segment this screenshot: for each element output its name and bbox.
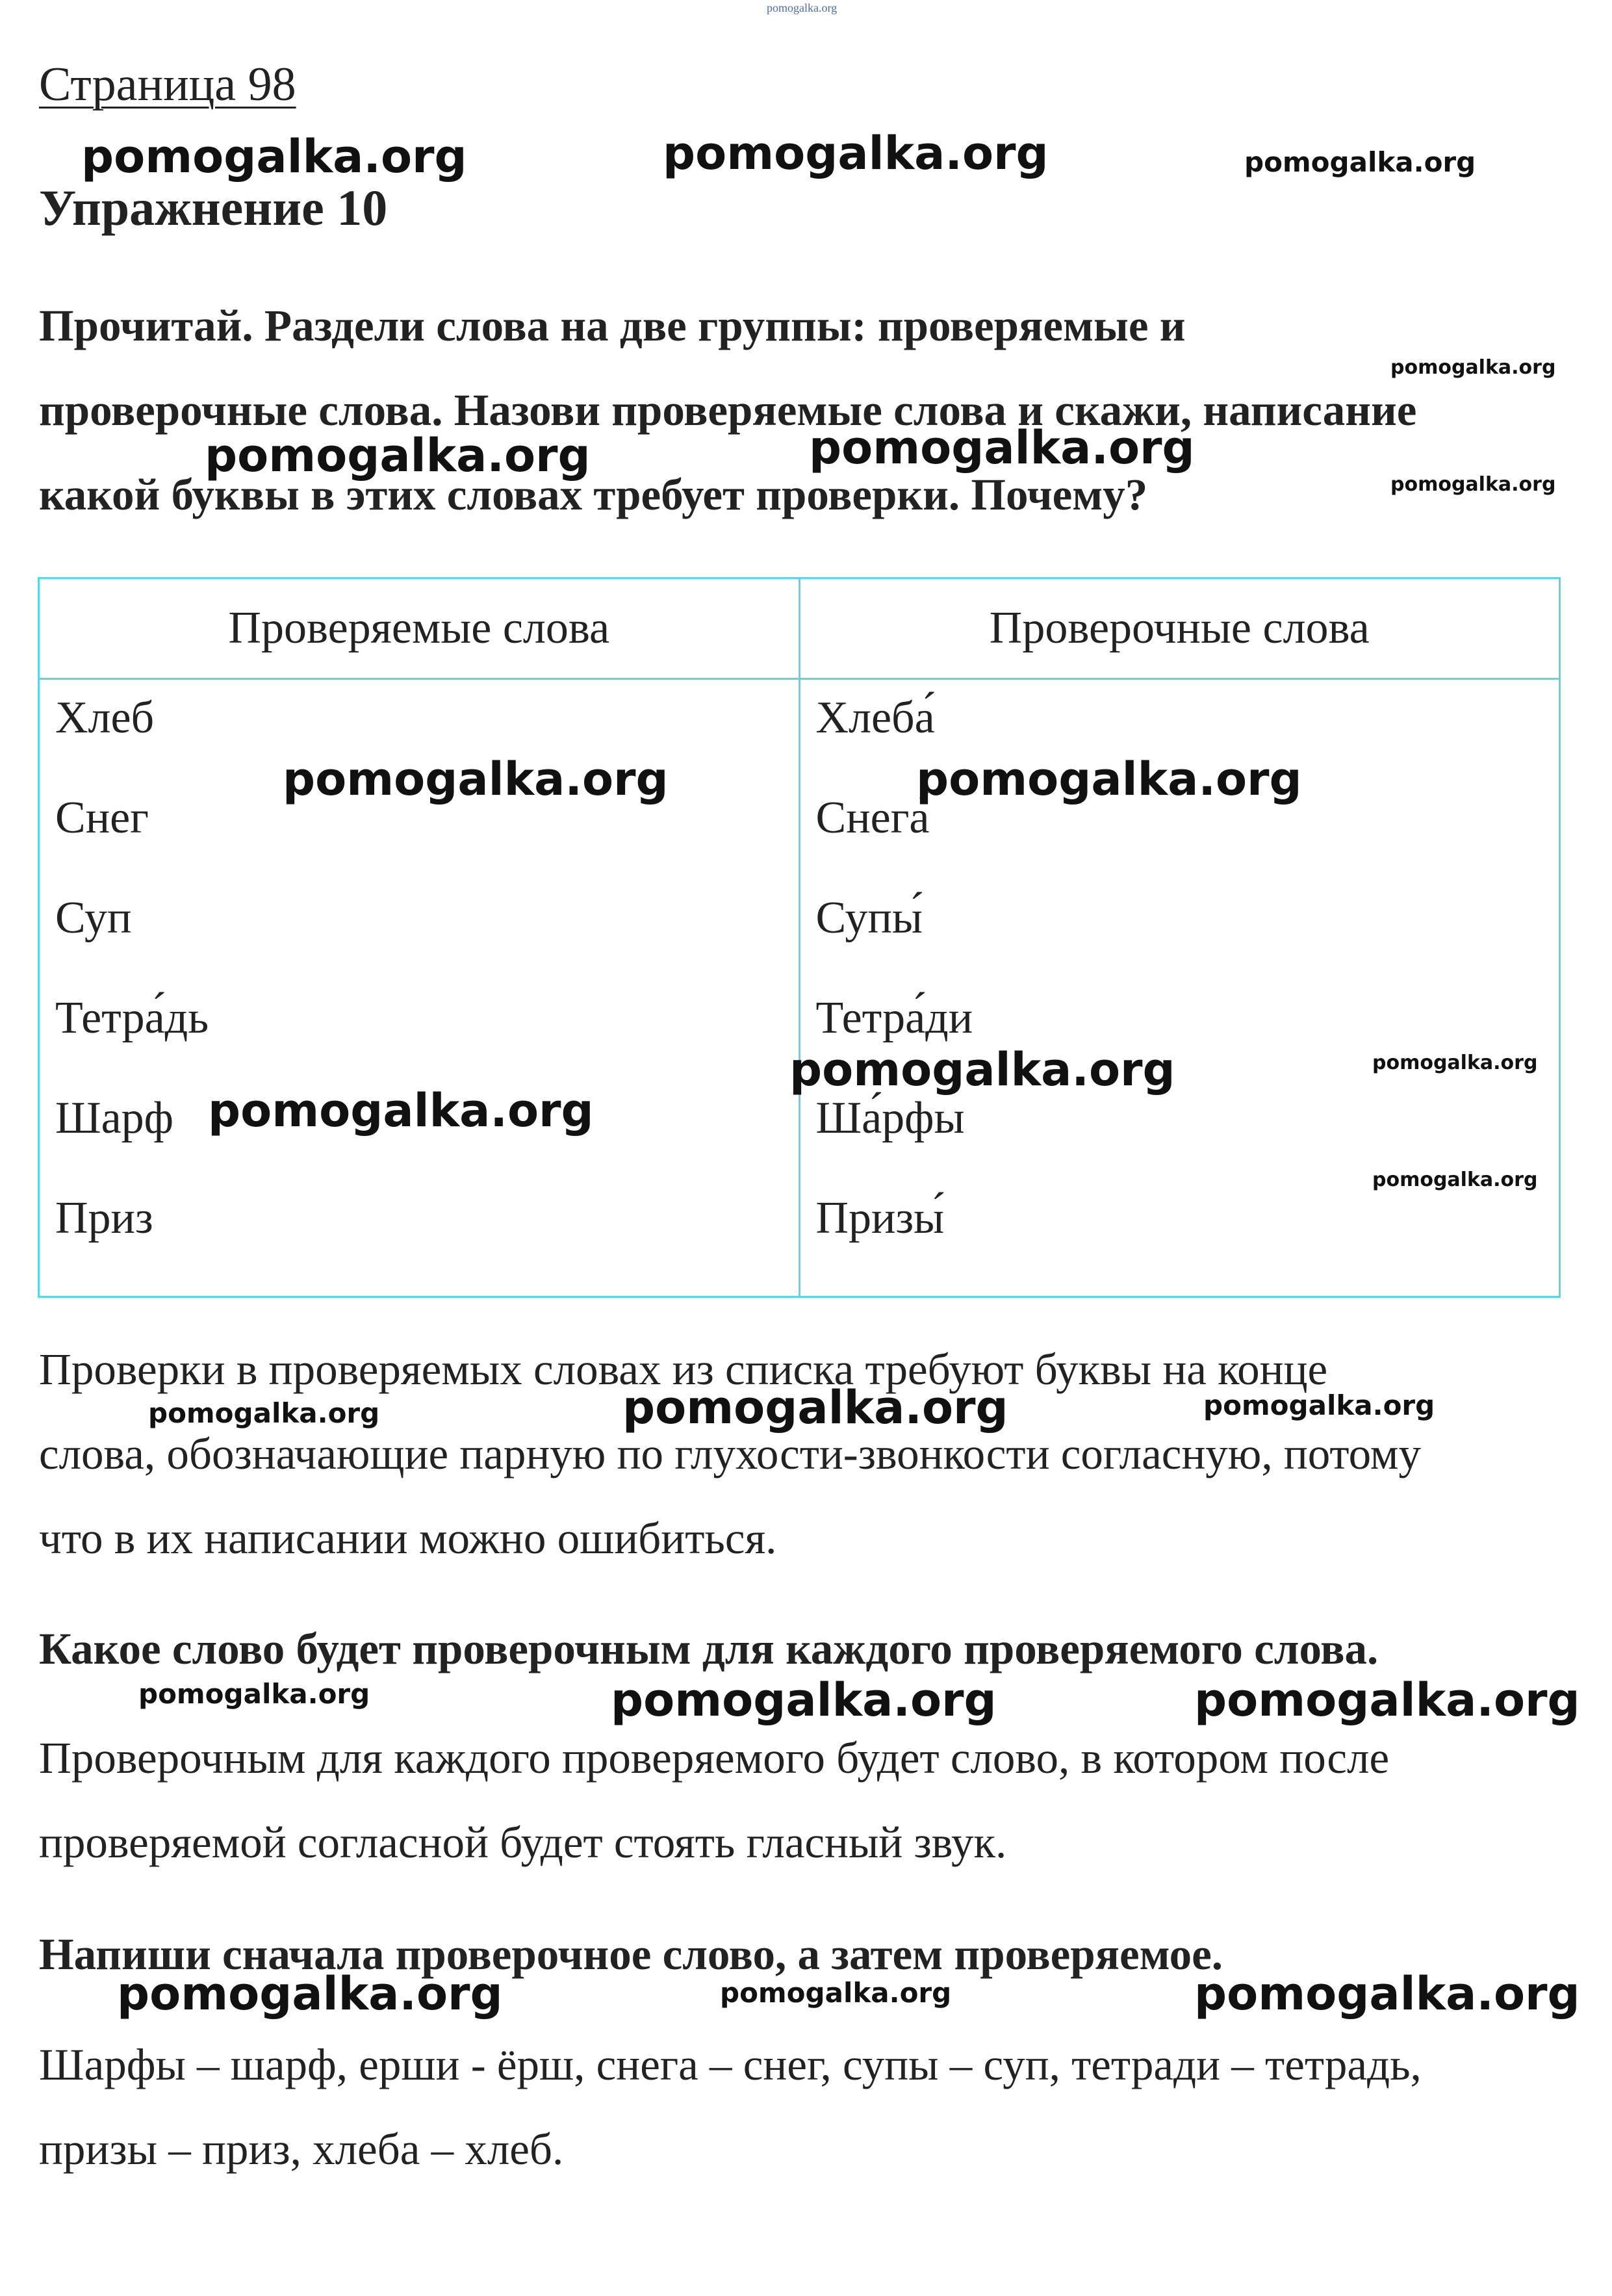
header-checked-words: Проверяемые слова	[39, 578, 800, 679]
list-item: Суп	[55, 893, 132, 943]
list-item: Снег	[55, 793, 149, 843]
watermark: pomogalka.org	[205, 429, 591, 482]
list-item: Ша́рфы	[815, 1093, 965, 1143]
watermark: pomogalka.org	[1244, 146, 1476, 178]
watermark: pomogalka.org	[81, 130, 467, 183]
watermark: pomogalka.org	[1194, 1673, 1580, 1727]
header-check-words: Проверочные слова	[799, 578, 1560, 679]
watermark: pomogalka.org	[720, 1977, 952, 2009]
list-item: Хлеба́	[815, 693, 935, 743]
watermark: pomogalka.org	[789, 1043, 1175, 1096]
watermark: pomogalka.org	[117, 1967, 503, 2020]
watermark: pomogalka.org	[622, 1381, 1008, 1434]
exercise-title: Упражнение 10	[39, 179, 388, 236]
explanation-line-1: Проверки в проверяемых словах из списка требуют буквы на конце	[39, 1345, 1328, 1394]
question3-answer-line-1: Шарфы – шарф, ерши - ёрш, снега – снег, супы – суп, тетради – тетрадь,	[39, 2040, 1422, 2089]
explanation-line-2: слова, обозначающие парную по глухости-звонкости согласную, потому	[39, 1429, 1421, 1478]
watermark: pomogalka.org	[1203, 1389, 1435, 1421]
site-header: pomogalka.org	[767, 1, 838, 14]
watermark: pomogalka.org	[663, 127, 1049, 180]
list-item: Супы́	[815, 893, 923, 943]
page-title: Страница 98	[39, 58, 296, 111]
watermark: pomogalka.org	[148, 1397, 380, 1429]
task-line-1: Прочитай. Раздели слова на две группы: проверяемые и	[39, 301, 1186, 350]
watermark: pomogalka.org	[1372, 1168, 1538, 1191]
list-item: Призы́	[815, 1193, 945, 1243]
words-table	[38, 577, 1561, 1298]
watermark: pomogalka.org	[138, 1678, 370, 1710]
list-item: Шарф	[55, 1093, 174, 1143]
watermark: pomogalka.org	[611, 1673, 997, 1727]
question3-title: Напиши сначала проверочное слово, а затем проверяемое.	[39, 1929, 1223, 1979]
list-item: Хлеб	[55, 693, 155, 743]
watermark: pomogalka.org	[208, 1084, 594, 1137]
question2-title: Какое слово будет проверочным для каждого проверяемого слова.	[39, 1624, 1379, 1673]
question2-answer-line-2: проверяемой согласной будет стоять гласный звук.	[39, 1818, 1007, 1867]
task-line-3: какой буквы в этих словах требует проверки. Почему?	[39, 470, 1148, 519]
watermark: pomogalka.org	[916, 753, 1302, 806]
watermark: pomogalka.org	[1372, 1051, 1538, 1074]
watermark: pomogalka.org	[1194, 1967, 1580, 2020]
question3-answer-line-2: призы – приз, хлеба – хлеб.	[39, 2124, 564, 2174]
list-item: Тетра́ди	[815, 993, 973, 1043]
question2-answer-line-1: Проверочным для каждого проверяемого будет слово, в котором после	[39, 1733, 1390, 1783]
task-line-2: проверочные слова. Назови проверяемые слова и скажи, написание	[39, 385, 1417, 435]
explanation-line-3: что в их написании можно ошибиться.	[39, 1514, 777, 1563]
watermark: pomogalka.org	[1390, 473, 1556, 496]
watermark: pomogalka.org	[809, 421, 1195, 474]
list-item: Снега́	[815, 793, 930, 843]
watermark: pomogalka.org	[1390, 356, 1556, 379]
list-item: Приз	[55, 1193, 153, 1243]
watermark: pomogalka.org	[283, 753, 669, 806]
list-item: Тетра́дь	[55, 993, 209, 1043]
